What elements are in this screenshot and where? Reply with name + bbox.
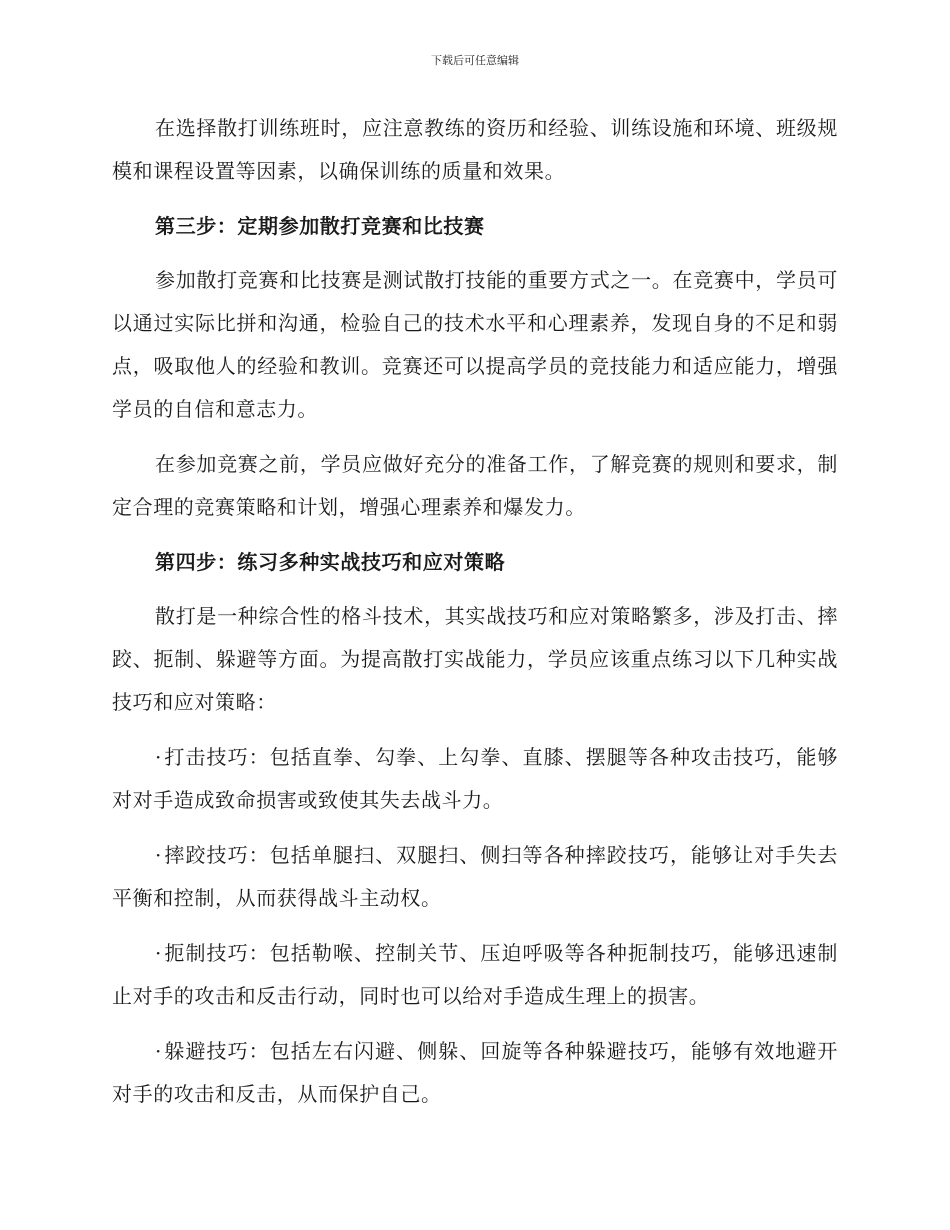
bullet-marker: · xyxy=(155,1039,162,1063)
paragraph-techniques-intro: 散打是一种综合性的格斗技术，其实战技巧和应对策略繁多，涉及打击、摔跤、扼制、躲避等方面。为提高散打实战能力，学员应该重点练习以下几种实战技巧和应对策略： xyxy=(112,604,838,714)
bullet-marker: · xyxy=(155,941,162,965)
bullet-wrestling xyxy=(112,834,838,920)
bullet-marker: · xyxy=(155,843,162,867)
bullet-control xyxy=(112,932,838,1018)
page-header: 下载后可任意编辑 xyxy=(431,54,519,67)
paragraph-competition-intro: 参加散打竞赛和比技赛是测试散打技能的重要方式之一。在竞赛中，学员可以通过实际比拼和沟通，检验自己的技术水平和心理素养，发现自身的不足和弱点，吸取他人的经验和教训。竞赛还可以提高学员的竞技能力和适应能力，增强学员的自信和意志力。 xyxy=(112,268,838,421)
heading-step-four: 第四步：练习多种实战技巧和应对策略 xyxy=(155,550,506,574)
bullet-text: 打击技巧：包括直拳、勾拳、上勾拳、直膝、摆腿等各种攻击技巧，能够对对手造成致命损害或致使其失去战斗力。 xyxy=(112,745,838,812)
paragraph-training-class: 在选择散打训练班时，应注意教练的资历和经验、训练设施和环境、班级规模和课程设置等因素，以确保训练的质量和效果。 xyxy=(112,116,838,183)
paragraph-competition-prep: 在参加竞赛之前，学员应做好充分的准备工作，了解竞赛的规则和要求，制定合理的竞赛策略和计划，增强心理素养和爆发力。 xyxy=(112,452,838,519)
document-body xyxy=(112,107,838,1128)
bullet-striking xyxy=(112,736,838,822)
bullet-evasion xyxy=(112,1030,838,1116)
bullet-text: 躲避技巧：包括左右闪避、侧躲、回旋等各种躲避技巧，能够有效地避开对手的攻击和反击，从而保护自己。 xyxy=(112,1039,838,1106)
bullet-text: 扼制技巧：包括勒喉、控制关节、压迫呼吸等各种扼制技巧，能够迅速制止对手的攻击和反击行动，同时也可以给对手造成生理上的损害。 xyxy=(112,941,838,1008)
bullet-marker: · xyxy=(155,745,162,769)
heading-step-three: 第三步：定期参加散打竞赛和比技赛 xyxy=(155,214,485,238)
bullet-text: 摔跤技巧：包括单腿扫、双腿扫、侧扫等各种摔跤技巧，能够让对手失去平衡和控制，从而获得战斗主动权。 xyxy=(112,843,838,910)
